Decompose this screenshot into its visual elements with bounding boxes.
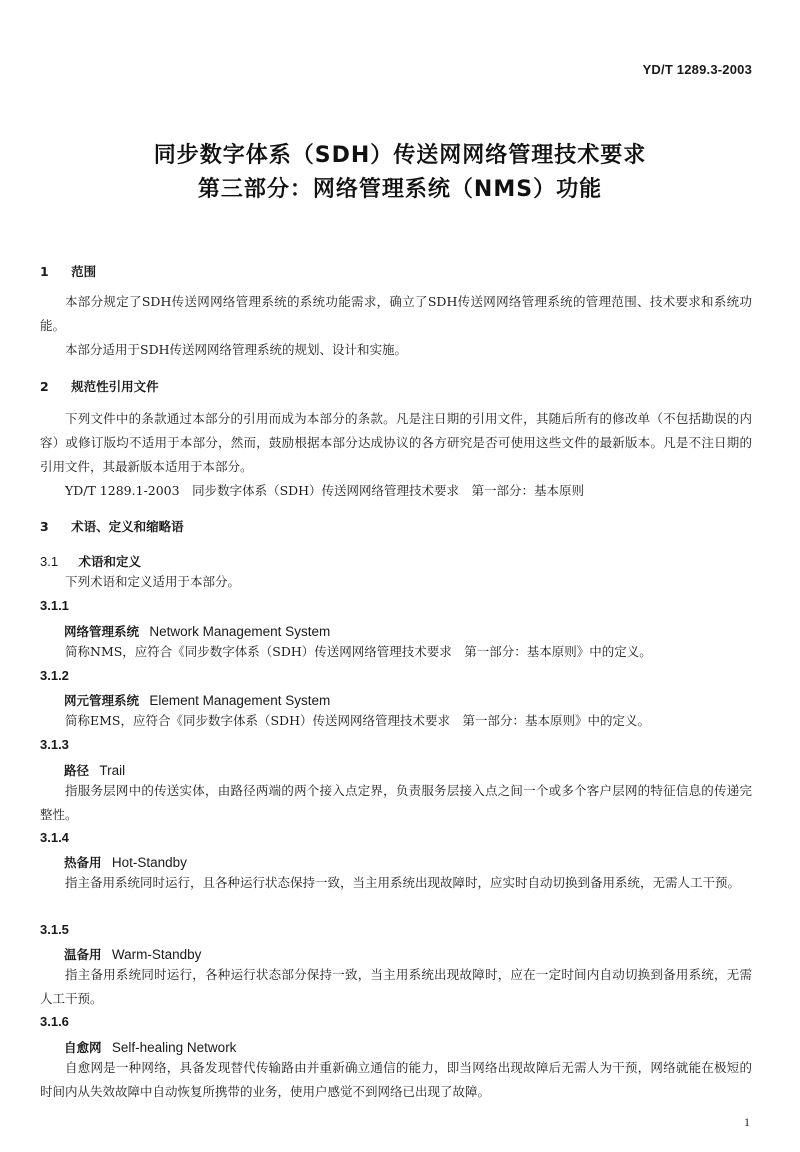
term-heading (64, 853, 187, 871)
section-1-heading (40, 262, 96, 280)
section-number: 2 (40, 379, 49, 394)
document-title-line1: 同步数字体系（SDH）传送网网络管理技术要求 (153, 143, 647, 168)
clause-number: 3.1.3 (40, 737, 69, 752)
term-en: Self-healing Network (111, 1040, 237, 1055)
term-cn: 网元管理系统 (64, 693, 140, 708)
term-heading (64, 761, 125, 779)
section-number: 3 (40, 519, 49, 534)
subsection-number: 3.1 (40, 554, 59, 569)
section-title: 范围 (71, 264, 97, 279)
standard-number: YD/T 1289.3-2003 (642, 62, 752, 77)
term-cn: 热备用 (64, 855, 102, 870)
clause-number: 3.1.4 (40, 830, 69, 845)
term-definition: 自愈网是一种网络，具备发现替代传输路由并重新确立通信的能力，即当网络出现故障后无需人为干预，网络就能在极短的时间内从失效故障中自动恢复所携带的业务，使用户感觉不到网络已出现了故障。 (40, 1060, 752, 1099)
clause-number: 3.1.2 (40, 668, 69, 683)
term-definition: 简称NMS，应符合《同步数字体系（SDH）传送网网络管理技术要求 第一部分：基本原则》中的定义。 (65, 644, 652, 659)
term-heading (64, 945, 201, 963)
term-heading (64, 1038, 236, 1056)
section-3-heading (40, 517, 184, 535)
page-number: 1 (744, 1115, 750, 1129)
subsection-3-1-heading (40, 552, 141, 570)
term-definition: 简称EMS，应符合《同步数字体系（SDH）传送网网络管理技术要求 第一部分：基本原则》中的定义。 (65, 713, 650, 728)
subsection-3-1-intro: 下列术语和定义适用于本部分。 (65, 574, 241, 589)
term-definition: 指服务层网中的传送实体，由路径两端的两个接入点定界，负责服务层接入点之间一个或多个客户层网的特征信息的传递完整性。 (40, 783, 752, 822)
term-cn: 网络管理系统 (64, 624, 140, 639)
term-cn: 路径 (64, 763, 90, 778)
term-definition: 指主备用系统同时运行，且各种运行状态保持一致，当主用系统出现故障时，应实时自动切换到备用系统，无需人工干预。 (65, 875, 741, 890)
document-title-line2: 第三部分：网络管理系统（NMS）功能 (197, 177, 603, 202)
term-cn: 自愈网 (64, 1040, 102, 1055)
section-2-paragraph-1: 下列文件中的条款通过本部分的引用而成为本部分的条款。凡是注日期的引用文件，其随后所有的修改单（不包括勘误的内容）或修订版均不适用于本部分，然而，鼓励根据本部分达成协议的各方研究是否可使用这些文件的最新版本。凡是不注日期的引用文件，其最新版本适用于本部分。 (40, 411, 752, 474)
term-en: Trail (99, 763, 126, 778)
clause-number: 3.1.1 (40, 598, 69, 613)
term-en: Hot-Standby (111, 855, 187, 870)
section-1-paragraph-1: 本部分规定了SDH传送网网络管理系统的系统功能需求，确立了SDH传送网网络管理系统的管理范围、技术要求和系统功能。 (40, 294, 752, 333)
section-number: 1 (40, 264, 49, 279)
term-heading (64, 691, 330, 709)
term-en: Warm-Standby (111, 947, 202, 962)
subsection-title: 术语和定义 (78, 554, 141, 569)
clause-number: 3.1.5 (40, 922, 69, 937)
section-title: 术语、定义和缩略语 (71, 519, 184, 534)
section-title: 规范性引用文件 (71, 379, 159, 394)
term-heading (64, 622, 330, 640)
section-1-paragraph-2: 本部分适用于SDH传送网网络管理系统的规划、设计和实施。 (65, 342, 407, 357)
section-2-heading (40, 377, 159, 395)
term-definition: 指主备用系统同时运行，各种运行状态部分保持一致，当主用系统出现故障时，应在一定时间内自动切换到备用系统，无需人工干预。 (40, 967, 752, 1006)
term-en: Element Management System (149, 693, 331, 708)
section-2-reference: YD/T 1289.1-2003 同步数字体系（SDH）传送网网络管理技术要求 第一部分：基本原则 (65, 483, 585, 498)
term-en: Network Management System (149, 624, 331, 639)
term-cn: 温备用 (64, 947, 102, 962)
clause-number: 3.1.6 (40, 1014, 69, 1029)
